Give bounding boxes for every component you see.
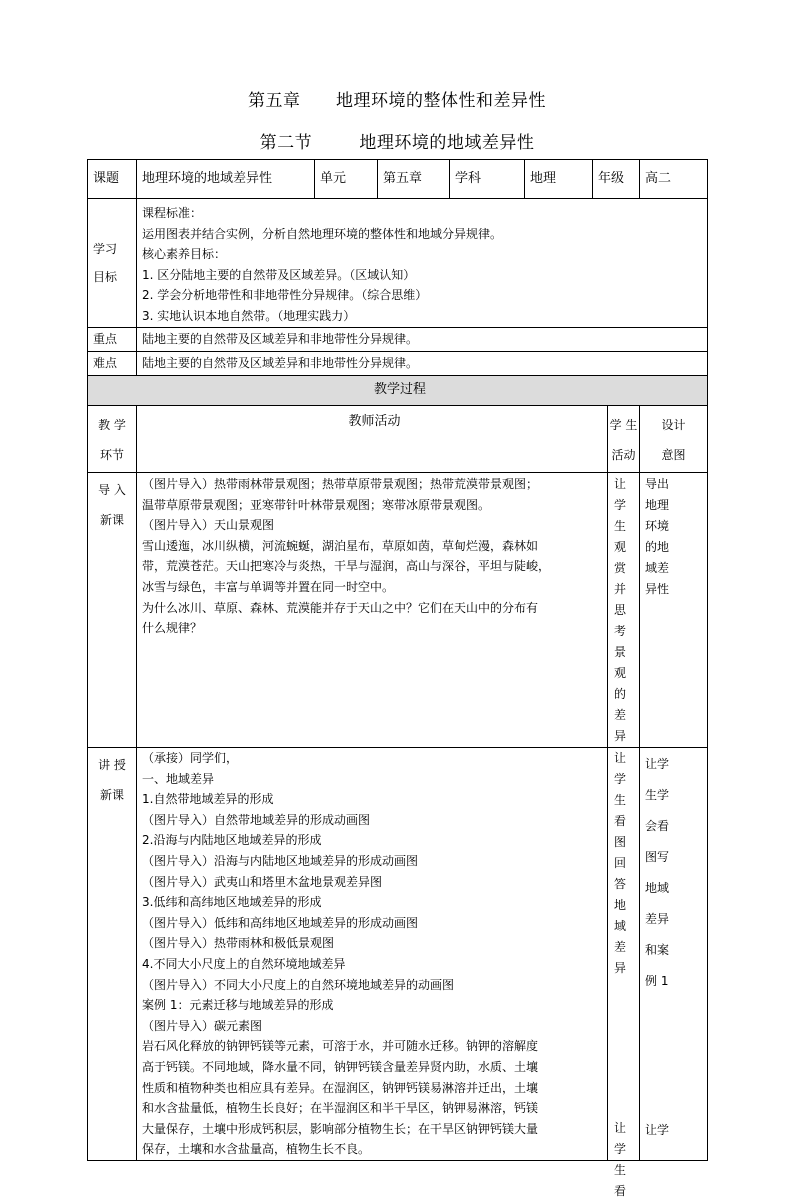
intro-student-line: 思 考: [614, 603, 634, 638]
objectives-label-line1: 学习: [93, 242, 118, 256]
objectives-line: 运用图表并结合实例，分析自然地理环境的整体性和地域分异规律。: [142, 226, 503, 241]
objectives-line: 3. 实地认识本地自然带。（地理实践力）: [142, 308, 356, 323]
intro-design-line: 导出: [645, 477, 670, 491]
intro-design-line: 域差: [645, 561, 670, 575]
design-header-line1: 设计: [661, 418, 686, 432]
teach-student-bottom: [610, 1118, 637, 1202]
topic-value: 地理环境的地域差异性: [137, 160, 315, 199]
intro-line: 雪山逶迤，冰川纵横，河流蜿蜒，湖泊星布，草原如茵，草甸烂漫，森林如: [142, 538, 539, 553]
topic-label: 课题: [88, 160, 137, 199]
section-title: 第二节 地理环境的地域差异性: [259, 133, 535, 153]
teach-design-line: 图写: [645, 850, 670, 864]
teach-line: 2.沿海与内陆地区地域差异的形成: [142, 833, 322, 848]
difficulty-label: 难点: [88, 352, 137, 376]
subject-label: 学科: [450, 160, 525, 199]
teach-student-line: 图 回: [614, 835, 634, 870]
teach-line: （图片导入）不同大小尺度上的自然环境地域差异的动画图: [142, 977, 455, 992]
teach-stage-line2: 新课: [99, 788, 124, 802]
intro-line: 带，荒漠苍茫。天山把寒冷与炎热，干旱与湿润，高山与深谷，平坦与陡峻，: [142, 559, 551, 574]
intro-design-intent: [640, 473, 708, 748]
student-header-line1: 学 生: [609, 418, 638, 432]
teach-line: 保存，土壤和水含盐量高，植物生长不良。: [142, 1142, 371, 1157]
teach-student-line: 域 差: [614, 919, 634, 954]
intro-student-line: 景 观: [614, 645, 634, 680]
chapter-title: 第五章 地理环境的整体性和差异性: [248, 91, 546, 111]
intro-teacher-content: [137, 473, 608, 748]
teach-design-line: 让学: [645, 757, 670, 771]
grade-value: 高二: [640, 160, 708, 199]
intro-stage-line1: 导 入: [98, 483, 126, 497]
intro-line: 什么规律？: [142, 621, 203, 636]
teach-line: 4.不同大小尺度上的自然环境地域差异: [142, 956, 346, 971]
intro-student-line: 异: [614, 729, 634, 743]
intro-student-line: 生 观: [614, 519, 634, 554]
teacher-column-header: 教师活动: [137, 406, 608, 473]
teach-line: 和水含盐量低，植物生长良好；在半湿润区和半干旱区，钠钾易淋溶，钙镁: [142, 1101, 539, 1116]
objectives-content: [137, 199, 708, 328]
teach-design-line: 地域: [645, 881, 670, 895]
teach-student-activity: [608, 748, 640, 1198]
teach-design-line: 生学: [645, 788, 670, 802]
teach-stage-line1: 讲 授: [98, 758, 126, 772]
difficulty-value: 陆地主要的自然带及区域差异和非地带性分异规律。: [137, 352, 708, 376]
stage-header-line1: 教 学: [98, 418, 126, 432]
intro-stage-line2: 新课: [99, 513, 124, 527]
teach-line: （图片导入）低纬和高纬地区地域差异的形成动画图: [142, 915, 419, 930]
header-row: [88, 160, 708, 199]
teach-line: （图片导入）沿海与内陆地区地域差异的形成动画图: [142, 853, 419, 868]
intro-design-line: 地理: [645, 498, 670, 512]
teach-row: [88, 748, 708, 1161]
unit-label: 单元: [315, 160, 378, 199]
student-header-line2: 活动: [611, 448, 636, 462]
difficulty-row: [88, 352, 708, 376]
intro-student-line: 的 差: [614, 687, 634, 722]
teach-design-line: 和案: [645, 943, 670, 957]
objectives-label: [88, 199, 137, 328]
teach-line: 一、地域差异: [142, 771, 215, 786]
teach-design-line: 例 1: [645, 974, 669, 988]
intro-design-line: 的地: [645, 540, 670, 554]
objectives-line: 2. 学会分析地带性和非地带性分异规律。（综合思维）: [142, 288, 428, 303]
teach-student-line: 让 学: [614, 751, 634, 786]
lesson-plan-table: [87, 159, 708, 1198]
process-header-row: [88, 376, 708, 406]
teach-line: 1.自然带地域差异的形成: [142, 792, 274, 807]
teach-student-bottom-line: 让 学: [614, 1121, 634, 1156]
teach-student-line: 答 地: [614, 877, 634, 912]
teach-stage-label: [88, 748, 137, 1161]
teach-design-line: 会看: [645, 819, 670, 833]
key-point-label: 重点: [88, 328, 137, 352]
teach-teacher-content: [137, 748, 608, 1161]
intro-design-line: 异性: [645, 582, 670, 596]
teach-line: （图片导入）武夷山和塔里木盆地景观差异图: [142, 874, 383, 889]
intro-line: （图片导入）天山景观图: [142, 518, 275, 533]
intro-row: [88, 473, 708, 748]
teach-design-intent: [640, 748, 708, 1161]
student-column-header: [608, 406, 640, 473]
teach-student-line: 异: [614, 961, 634, 975]
teach-line: （图片导入）热带雨林和极低景观图: [142, 936, 335, 951]
objectives-row: [88, 199, 708, 328]
process-header: 教学过程: [88, 376, 708, 406]
intro-student-line: 赏 并: [614, 561, 634, 596]
intro-line: 冰雪与绿色，丰富与单调等并置在同一时空中。: [142, 579, 395, 594]
teach-student-line: 生 看: [614, 793, 634, 828]
objectives-line: 核心素养目标：: [142, 247, 227, 262]
teach-line: 3.低纬和高纬地区地域差异的形成: [142, 895, 322, 910]
intro-line: 温带草原带景观图；亚寒带针叶林带景观图；寒带冰原带景观图。: [142, 497, 491, 512]
teach-line: 岩石风化释放的钠钾钙镁等元素，可溶于水，并可随水迁移。钠钾的溶解度: [142, 1039, 539, 1054]
process-columns-row: [88, 406, 708, 473]
key-point-value: 陆地主要的自然带及区域差异和非地带性分异规律。: [137, 328, 708, 352]
teach-student-bottom-line: 生 看: [614, 1163, 634, 1198]
unit-value: 第五章: [378, 160, 450, 199]
design-column-header: [640, 406, 708, 473]
objectives-line: 课程标准：: [142, 206, 203, 220]
objectives-label-line2: 目标: [93, 270, 118, 284]
teach-line: 大量保存，土壤中形成钙积层，影响部分植物生长；在干旱区钠钾钙镁大量: [142, 1121, 539, 1136]
teach-design-line: 差异: [645, 912, 670, 926]
intro-design-line: 环境: [645, 519, 670, 533]
intro-line: 为什么冰川、草原、森林、荒漠能并存于天山之中？它们在天山中的分布有: [142, 600, 539, 615]
intro-student-activity: [608, 473, 640, 748]
intro-stage-label: [88, 473, 137, 748]
teach-line: （图片导入）自然带地域差异的形成动画图: [142, 812, 371, 827]
design-header-line2: 意图: [661, 448, 686, 462]
objectives-line: 1. 区分陆地主要的自然带及区域差异。（区域认知）: [142, 267, 416, 282]
grade-label: 年级: [593, 160, 640, 199]
teach-line: （图片导入）碳元素图: [142, 1018, 263, 1033]
stage-column-header: [88, 406, 137, 473]
teach-line: 案例 1：元素迁移与地域差异的形成: [142, 998, 334, 1013]
teach-line: （承接）同学们，: [142, 751, 239, 765]
subject-value: 地理: [525, 160, 593, 199]
teach-design-bottom: 让学: [645, 1123, 670, 1137]
teach-line: 高于钙镁。不同地域，降水量不同，钠钾钙镁含量差异贤内助，水质、土壤: [142, 1059, 539, 1074]
intro-line: （图片导入）热带雨林带景观图；热带草原带景观图；热带荒漠带景观图；: [142, 477, 539, 491]
stage-header-line2: 环节: [99, 448, 124, 462]
teach-line: 性质和植物种类也相应具有差异。在湿润区，钠钾钙镁易淋溶并迁出，土壤: [142, 1080, 539, 1095]
lesson-plan-table-wrapper: [87, 159, 707, 1198]
key-point-row: [88, 328, 708, 352]
intro-student-line: 让 学: [614, 477, 634, 512]
